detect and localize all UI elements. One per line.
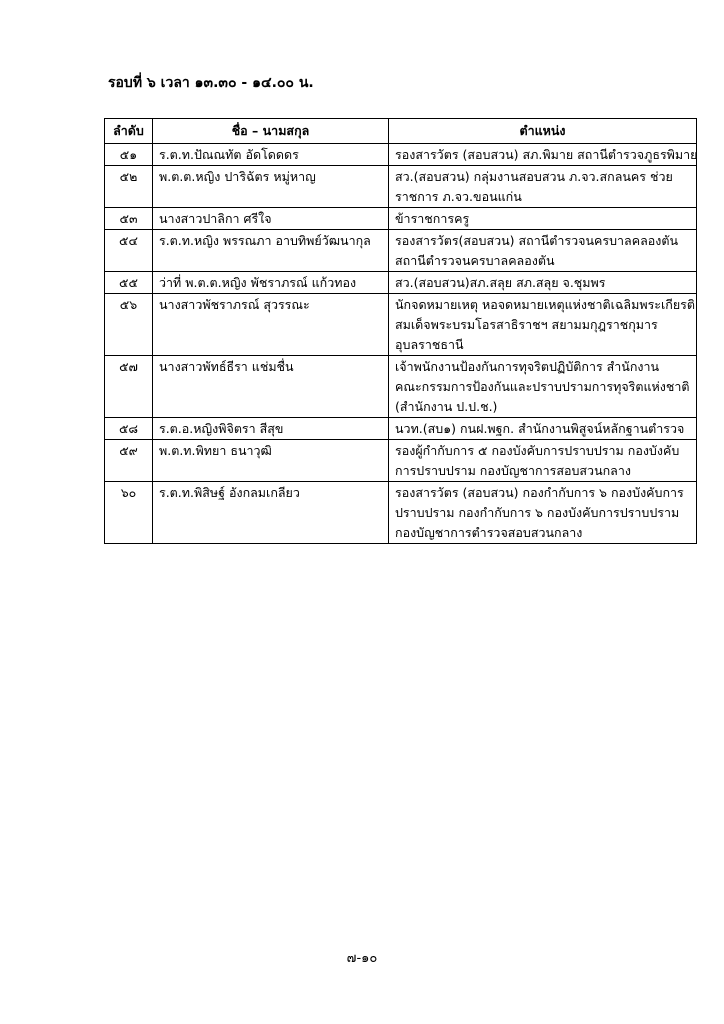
position-line: รองสารวัตร (สอบสวน) กองกำกับการ ๖ กองบังคับการ <box>395 485 684 500</box>
row-position-cell <box>389 272 697 294</box>
position-line: สถานีตำรวจนครบาลคลองตัน <box>395 253 555 268</box>
position-line: สว.(สอบสวน)สภ.สลุย สภ.สลุย จ.ชุมพร <box>395 275 606 290</box>
position-line: การปราบปราม กองบัญชาการสอบสวนกลาง <box>395 463 631 478</box>
row-name-cell: นางสาวปาลิกา ศรีใจ <box>153 208 389 230</box>
roster-table <box>104 118 697 544</box>
table-row <box>105 272 697 294</box>
position-line: สว.(สอบสวน) กลุ่มงานสอบสวน ภ.จว.สกลนคร ช่วย <box>395 169 673 184</box>
row-number-cell: ๕๑ <box>105 144 153 166</box>
row-position-cell <box>389 230 697 272</box>
table-row <box>105 482 697 544</box>
row-position-cell <box>389 294 697 356</box>
position-line: สมเด็จพระบรมโอรสาธิราชฯ สยามมกุฎราชกุมาร <box>395 317 658 332</box>
position-line: (สำนักงาน ป.ป.ช.) <box>395 399 498 414</box>
row-number-cell: ๖๐ <box>105 482 153 544</box>
row-position-cell <box>389 208 697 230</box>
table-row <box>105 294 697 356</box>
position-line: นักจดหมายเหตุ หอจดหมายเหตุแห่งชาติเฉลิมพระเกียรติ <box>395 297 695 312</box>
position-line: ข้าราชการครู <box>395 211 470 226</box>
table-row <box>105 440 697 482</box>
position-line: กองบัญชาการตำรวจสอบสวนกลาง <box>395 525 583 540</box>
table-row <box>105 356 697 418</box>
position-line: รองผู้กำกับการ ๕ กองบังคับการปราบปราม กองบังคับ <box>395 443 680 458</box>
table-row <box>105 418 697 440</box>
position-line: เจ้าพนักงานป้องกันการทุจริตปฏิบัติการ สำนักงาน <box>395 359 660 374</box>
row-position-cell <box>389 144 697 166</box>
position-line: รองสารวัตร(สอบสวน) สถานีตำรวจนครบาลคลองตัน <box>395 233 679 248</box>
position-line: รองสารวัตร (สอบสวน) สภ.พิมาย สถานีตำรวจภูธรพิมาย <box>395 147 698 162</box>
row-number-cell: ๕๒ <box>105 166 153 208</box>
position-line: ปราบปราม กองกำกับการ ๖ กองบังคับการปราบปราม <box>395 505 680 520</box>
row-number-cell: ๕๘ <box>105 418 153 440</box>
row-name-cell: พ.ต.ต.หญิง ปาริฉัตร หมู่หาญ <box>153 166 389 208</box>
row-number-cell: ๕๗ <box>105 356 153 418</box>
row-number-cell: ๕๓ <box>105 208 153 230</box>
table-body <box>105 144 697 544</box>
row-position-cell <box>389 418 697 440</box>
position-line: ราชการ ภ.จว.ขอนแก่น <box>395 189 522 204</box>
row-number-cell: ๕๙ <box>105 440 153 482</box>
row-name-cell: ร.ต.อ.หญิงพิจิตรา สีสุข <box>153 418 389 440</box>
row-name-cell: นางสาวพัชราภรณ์ สุวรรณะ <box>153 294 389 356</box>
page-heading: รอบที่ ๖ เวลา ๑๓.๓๐ - ๑๔.๐๐ น. <box>108 75 314 91</box>
row-name-cell: ร.ต.ท.ปัณณทัต อัดโดดดร <box>153 144 389 166</box>
column-header-position: ตำแหน่ง <box>389 119 697 144</box>
row-number-cell: ๕๕ <box>105 272 153 294</box>
page-number: ๗-๑๐ <box>346 951 378 966</box>
table-row <box>105 208 697 230</box>
row-number-cell: ๕๔ <box>105 230 153 272</box>
row-position-cell <box>389 482 697 544</box>
position-line: อุบลราชธานี <box>395 337 464 352</box>
row-name-cell: พ.ต.ท.พิทยา ธนาวุฒิ <box>153 440 389 482</box>
position-line: คณะกรรมการป้องกันและปราบปรามการทุจริตแห่งชาติ <box>395 379 690 394</box>
table-row <box>105 144 697 166</box>
row-name-cell: นางสาวพัทธ์ธีรา แช่มชื่น <box>153 356 389 418</box>
row-position-cell <box>389 356 697 418</box>
row-name-cell: ร.ต.ท.พิสิษฐ์ อังกลมเกลียว <box>153 482 389 544</box>
row-name-cell: ร.ต.ท.หญิง พรรณภา อาบทิพย์วัฒนากุล <box>153 230 389 272</box>
position-line: นวท.(สบ๑) กนฝ.พฐก. สำนักงานพิสูจน์หลักฐานตำรวจ <box>395 421 685 436</box>
table-row <box>105 230 697 272</box>
table-header-row <box>105 119 697 144</box>
table-row <box>105 166 697 208</box>
row-position-cell <box>389 166 697 208</box>
row-name-cell: ว่าที่ พ.ต.ต.หญิง พัชราภรณ์ แก้วทอง <box>153 272 389 294</box>
row-number-cell: ๕๖ <box>105 294 153 356</box>
column-header-name: ชื่อ – นามสกุล <box>153 119 389 144</box>
row-position-cell <box>389 440 697 482</box>
column-header-number: ลำดับ <box>105 119 153 144</box>
